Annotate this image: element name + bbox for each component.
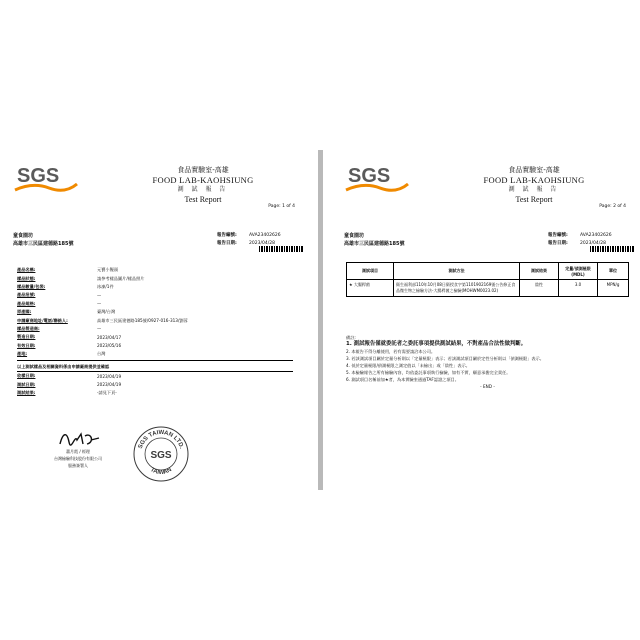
sample-note: 以上測試樣品及相關資料係由申請廠商提供並確認 bbox=[17, 364, 110, 370]
test-item: ★ 大腸桿菌 bbox=[347, 280, 394, 297]
client-address: 高雄市三民區建德路185號 bbox=[13, 241, 74, 247]
date-row bbox=[17, 389, 293, 397]
date-label: 測試結果: bbox=[17, 390, 36, 396]
col-header: 定量/偵測極限(MDL) bbox=[559, 263, 598, 280]
field-value: 元寶小饅頭 bbox=[97, 267, 118, 273]
sgs-stamp bbox=[133, 426, 189, 482]
client-name: 童食園坊 bbox=[344, 233, 365, 239]
note-item: 1. 測試報告僅就委託者之委託事項提供測試結果，不對產品合法性做判斷。 bbox=[346, 341, 527, 347]
signer-name: 蕭月霞 / 經理 bbox=[66, 449, 90, 454]
barcode bbox=[590, 246, 634, 252]
stamp-bottom-text: TAIWAN bbox=[149, 467, 173, 477]
report-date-label: 報告日期: bbox=[217, 241, 237, 246]
lab-header bbox=[454, 165, 614, 205]
results-table bbox=[346, 262, 629, 297]
field-value: — bbox=[97, 301, 102, 307]
signer-block bbox=[43, 438, 113, 469]
logo-text: SGS bbox=[17, 165, 60, 187]
field-row bbox=[17, 350, 293, 358]
date-label: 收樣日期: bbox=[17, 373, 36, 379]
field-label: 產品名稱: bbox=[17, 267, 36, 273]
field-row bbox=[17, 316, 293, 324]
logo-text: SGS bbox=[348, 165, 391, 187]
field-row bbox=[17, 308, 293, 316]
col-header: 單位 bbox=[598, 263, 629, 280]
lab-name-cn: 食品實驗室-高雄 bbox=[177, 166, 229, 174]
note-item: 2. 本報告不得分離使用，若有需要請洽本公司。 bbox=[346, 349, 436, 354]
client-block bbox=[13, 232, 73, 248]
note-item: 5. 本檢驗報告之所有檢驗內容，均依委託事項執行檢驗，如有不實，願意承擔完全責任。 bbox=[346, 370, 511, 375]
field-label: 樣品製造商: bbox=[17, 325, 40, 331]
date-value: 2023/04/19 bbox=[97, 382, 122, 388]
sgs-logo bbox=[13, 162, 79, 194]
table-row bbox=[347, 280, 629, 297]
report-date: 2023/04/28 bbox=[249, 241, 275, 246]
field-value: 高雄市三民區建德路185號/0927-016-313/劉蓉 bbox=[97, 317, 188, 323]
field-label: 製造日期: bbox=[17, 334, 36, 340]
field-value: 請參考樣品圖片/樣品照片 bbox=[97, 275, 145, 281]
end-marker: - END - bbox=[480, 384, 495, 389]
svg-text:TAIWAN bbox=[149, 467, 173, 476]
field-label: 產品批號: bbox=[17, 292, 36, 298]
client-address: 高雄市三民區建德路185號 bbox=[344, 241, 405, 247]
stamp-top-text: SGS TAIWAN LTD. bbox=[137, 429, 185, 450]
report-date: 2023/04/28 bbox=[580, 241, 606, 246]
date-row bbox=[17, 381, 293, 389]
date-value: -請見下頁- bbox=[97, 390, 117, 396]
col-header: 測試結果 bbox=[520, 263, 559, 280]
lab-name-en: FOOD LAB-KAOHSIUNG bbox=[483, 175, 585, 185]
field-value: 台灣 bbox=[97, 351, 106, 357]
field-label: 樣品狀態: bbox=[17, 275, 36, 281]
col-header: 測試方法 bbox=[394, 263, 520, 280]
report-page-2 bbox=[334, 148, 634, 488]
test-unit: MPN/g bbox=[598, 280, 629, 297]
signer-title: 服務簽署人 bbox=[68, 463, 88, 468]
field-value: 臺灣/台灣 bbox=[97, 309, 116, 315]
sgs-logo bbox=[344, 162, 410, 194]
report-title-en: Test Report bbox=[184, 195, 222, 204]
date-row bbox=[17, 372, 293, 380]
page-divider bbox=[318, 150, 323, 490]
field-row bbox=[17, 291, 293, 299]
notes-section bbox=[346, 334, 629, 390]
test-method: 衛生福利部110年10月08日衛授食字第1101902169號公告修正食品微生物之檢驗方法-大腸桿菌之檢驗(MOHWM0023.02) bbox=[394, 280, 520, 297]
lab-name-en: FOOD LAB-KAOHSIUNG bbox=[152, 175, 254, 185]
field-row bbox=[17, 333, 293, 341]
field-label: 有效日期: bbox=[17, 342, 36, 348]
signer-company: 台灣檢驗科技股份有限公司 bbox=[54, 456, 102, 461]
note-item: 4. 低於定量極限/偵測極限之測定值以「未檢出」或「陰性」表示。 bbox=[346, 363, 470, 368]
test-result: 陰性 bbox=[520, 280, 559, 297]
sample-info-table bbox=[17, 266, 293, 397]
field-row bbox=[17, 342, 293, 350]
field-value: 冰凍/1件 bbox=[97, 283, 114, 289]
report-no: AVA23402626 bbox=[249, 233, 281, 238]
report-title-cn: 測 試 報 告 bbox=[508, 186, 560, 193]
field-row bbox=[17, 325, 293, 333]
client-name: 童食園坊 bbox=[13, 233, 34, 239]
field-label: 產地: bbox=[17, 351, 28, 357]
field-value: 2023/04/17 bbox=[97, 334, 122, 340]
note-item: 3. 若該測試項目屬於定量分析則以「定量極限」表示；若該測試項目屬於定性分析則以「偵測極限」表示。 bbox=[346, 356, 544, 361]
field-label: 產品規格: bbox=[17, 300, 36, 306]
divider bbox=[17, 360, 293, 361]
field-row bbox=[17, 266, 293, 274]
field-value: — bbox=[97, 326, 102, 332]
note-item: 6. 測試項目名稱前加★者，為本實驗室通過TAF認證之項目。 bbox=[346, 377, 459, 382]
date-label: 測試日期: bbox=[17, 381, 36, 387]
report-title-en: Test Report bbox=[515, 195, 553, 204]
field-row bbox=[17, 300, 293, 308]
date-value: 2023/04/19 bbox=[97, 373, 122, 379]
lab-name-cn: 食品實驗室-高雄 bbox=[508, 166, 560, 174]
report-no: AVA23402626 bbox=[580, 233, 612, 238]
client-block bbox=[344, 232, 404, 248]
report-no-label: 報告編號: bbox=[217, 233, 237, 238]
stamp-center-text: SGS bbox=[150, 450, 172, 461]
report-title-cn: 測 試 報 告 bbox=[177, 186, 229, 193]
field-label: 原產國: bbox=[17, 309, 32, 315]
field-value: 2023/05/16 bbox=[97, 343, 122, 349]
test-mdl: 3.0 bbox=[559, 280, 598, 297]
field-value: — bbox=[97, 292, 102, 298]
page-number: Page: 1 of 4 bbox=[268, 204, 295, 209]
results-header-row bbox=[347, 263, 629, 280]
lab-header bbox=[123, 165, 283, 205]
report-no-label: 報告編號: bbox=[548, 233, 568, 238]
barcode bbox=[259, 246, 303, 252]
col-header: 測試項目 bbox=[347, 263, 394, 280]
report-date-label: 報告日期: bbox=[548, 241, 568, 246]
field-label: 樣品數量/包裝: bbox=[17, 283, 46, 289]
field-row bbox=[17, 283, 293, 291]
page-number: Page: 2 of 4 bbox=[599, 204, 626, 209]
field-row bbox=[17, 274, 293, 282]
report-page-1 bbox=[3, 148, 303, 488]
notes-title: 備註: bbox=[346, 335, 356, 340]
field-label: 申請廠商地址/電話/聯絡人: bbox=[17, 317, 68, 323]
